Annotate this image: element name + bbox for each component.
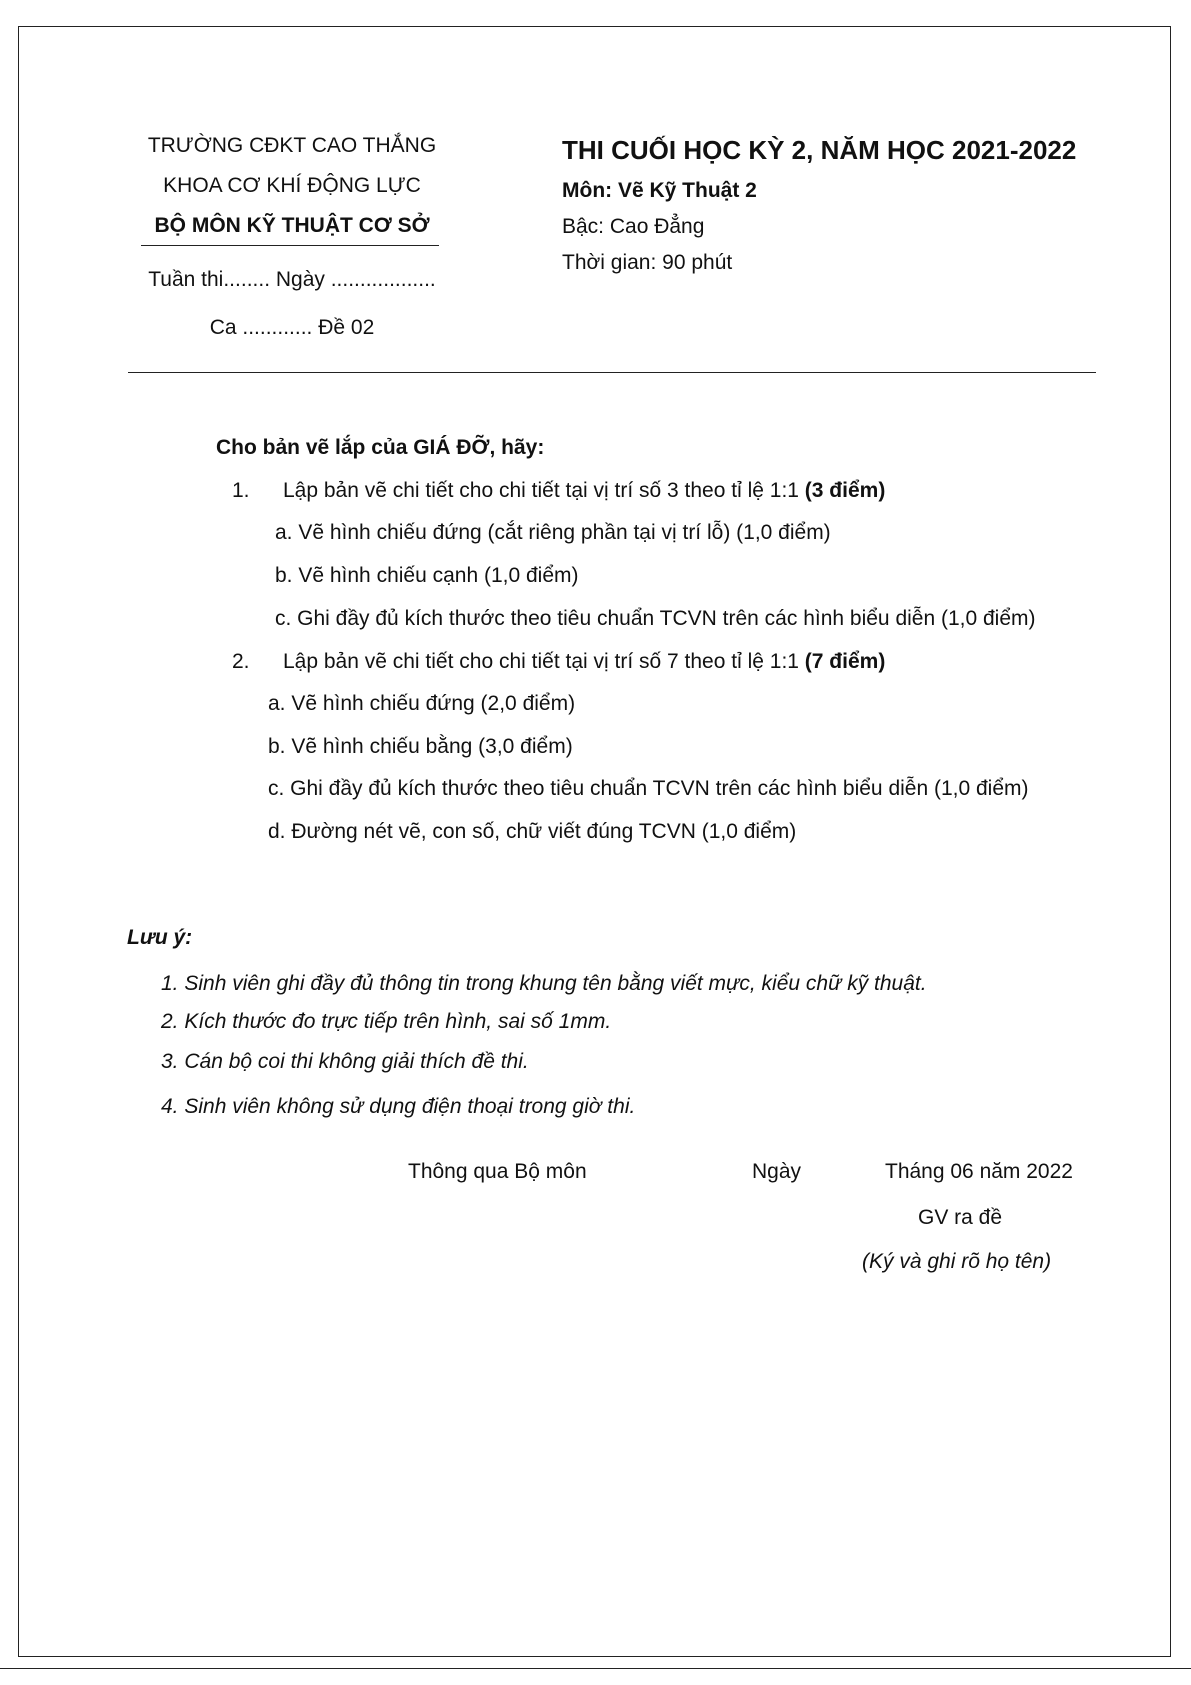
note-item: 2. Kích thước đo trực tiếp trên hình, sai số 1mm. bbox=[161, 1010, 612, 1033]
header-separator bbox=[128, 372, 1096, 373]
notes-heading: Lưu ý: bbox=[127, 926, 193, 949]
note-item: 3. Cán bộ coi thi không giải thích đề thi. bbox=[161, 1050, 529, 1073]
task-subitem: a. Vẽ hình chiếu đứng (cắt riêng phần tại vị trí lỗ) (1,0 điểm) bbox=[275, 521, 831, 544]
department-name: BỘ MÔN KỸ THUẬT CƠ SỞ bbox=[154, 214, 430, 237]
task-subitem: c. Ghi đầy đủ kích thước theo tiêu chuẩn TCVN trên các hình biểu diễn (1,0 điểm) bbox=[275, 607, 1036, 630]
exam-duration: Thời gian: 90 phút bbox=[562, 251, 733, 274]
exam-shift-number: Ca ............ Đề 02 bbox=[209, 316, 375, 339]
exam-week-date: Tuần thi........ Ngày .................. bbox=[148, 268, 436, 291]
task-item-number: 1. bbox=[232, 479, 250, 502]
note-item: 4. Sinh viên không sử dụng điện thoại trong giờ thi. bbox=[161, 1095, 636, 1118]
signature-note: (Ký và ghi rõ họ tên) bbox=[862, 1250, 1052, 1273]
department-underline bbox=[141, 245, 439, 246]
task-subitem: a. Vẽ hình chiếu đứng (2,0 điểm) bbox=[268, 692, 576, 715]
task-item-text: Lập bản vẽ chi tiết cho chi tiết tại vị trí số 7 theo tỉ lệ 1:1 bbox=[283, 650, 805, 673]
task-item-2 bbox=[283, 650, 885, 674]
author-label: GV ra đề bbox=[918, 1206, 1003, 1229]
task-subitem: b. Vẽ hình chiếu cạnh (1,0 điểm) bbox=[275, 564, 579, 587]
bottom-rule bbox=[0, 1668, 1191, 1669]
note-item: 1. Sinh viên ghi đầy đủ thông tin trong khung tên bằng viết mực, kiểu chữ kỹ thuật. bbox=[161, 972, 927, 995]
task-item-score: (3 điểm) bbox=[804, 479, 886, 502]
exam-subject: Môn: Vẽ Kỹ Thuật 2 bbox=[562, 179, 757, 202]
task-item-number: 2. bbox=[232, 650, 250, 673]
task-subitem: d. Đường nét vẽ, con số, chữ viết đúng TCVN (1,0 điểm) bbox=[268, 820, 797, 843]
task-item-1 bbox=[283, 479, 885, 503]
exam-level: Bậc: Cao Đẳng bbox=[562, 215, 705, 238]
task-subitem: b. Vẽ hình chiếu bằng (3,0 điểm) bbox=[268, 735, 573, 758]
approval-label: Thông qua Bộ môn bbox=[408, 1160, 587, 1183]
day-label: Ngày bbox=[752, 1160, 802, 1183]
exam-title: THI CUỐI HỌC KỲ 2, NĂM HỌC 2021-2022 bbox=[562, 135, 1077, 165]
faculty-name: KHOA CƠ KHÍ ĐỘNG LỰC bbox=[163, 174, 421, 197]
task-item-text: Lập bản vẽ chi tiết cho chi tiết tại vị trí số 3 theo tỉ lệ 1:1 bbox=[283, 479, 805, 502]
task-item-score: (7 điểm) bbox=[804, 650, 886, 673]
month-year-label: Tháng 06 năm 2022 bbox=[885, 1160, 1073, 1183]
school-name: TRƯỜNG CĐKT CAO THẮNG bbox=[147, 134, 437, 157]
task-subitem: c. Ghi đầy đủ kích thước theo tiêu chuẩn TCVN trên các hình biểu diễn (1,0 điểm) bbox=[268, 777, 1029, 800]
task-intro: Cho bản vẽ lắp của GIÁ ĐỠ, hãy: bbox=[216, 436, 545, 459]
